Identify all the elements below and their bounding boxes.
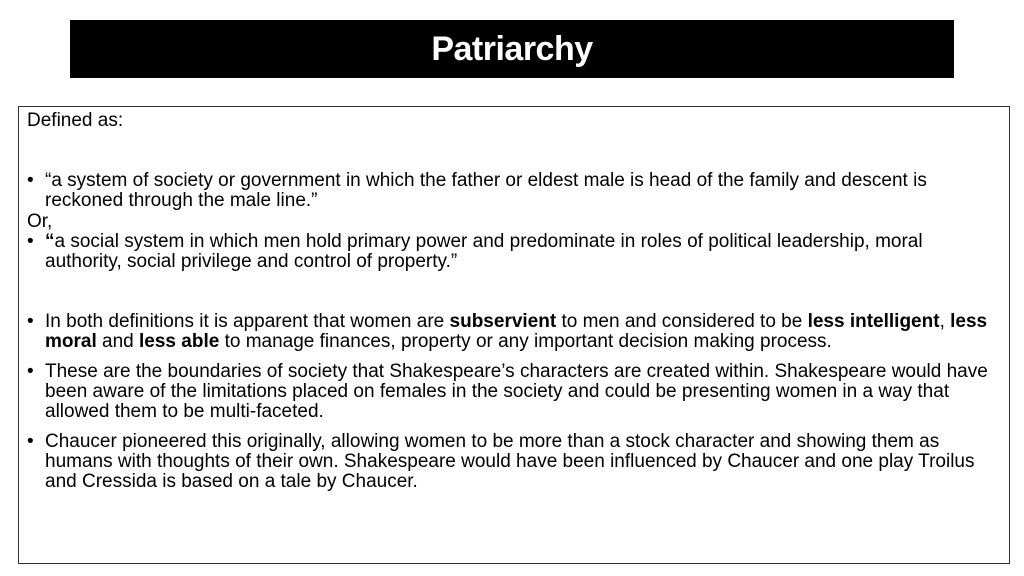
bullet-icon: • [27, 170, 34, 191]
bold-term: less moral [45, 311, 988, 352]
or-label: Or, [27, 211, 53, 232]
point-3-text: Chaucer pioneered this originally, allowing women to be more than a stock character and showing them as humans with thoughts of their own. Shakespeare would have been influenced by Chaucer and one play Troilus and Cressida is based on a tale by Chaucer. [45, 431, 975, 492]
content-box [18, 106, 1010, 564]
open-quote: “ [45, 231, 55, 252]
point-1-text: to men and considered to be [556, 311, 808, 332]
definition-2-text: a social system in which men hold primary power and predominate in roles of political leadership, moral authority, social privilege and control of property.” [45, 231, 923, 272]
point-1-text: to manage finances, property or any important decision making process. [219, 331, 832, 352]
point-1 [27, 312, 1009, 352]
bold-term: less intelligent [807, 311, 940, 332]
point-3 [27, 432, 1009, 492]
slide-title: Patriarchy [431, 29, 593, 68]
bold-term: less able [139, 331, 220, 352]
spacer [27, 272, 1009, 312]
point-1-text: , [939, 311, 951, 332]
point-2 [27, 362, 1009, 422]
bullet-icon: • [27, 431, 34, 452]
spacer [27, 131, 1009, 171]
title-bar [70, 20, 954, 78]
definition-1-text: “a system of society or government in which the father or eldest male is head of the family and descent is reckoned through the male line.” [45, 170, 927, 211]
bullet-icon: • [27, 361, 34, 382]
point-2-text: These are the boundaries of society that Shakespeare’s characters are created within. Shakespeare would have been aware of the limitations placed on females in the society and could be presenting women in a way that allowed them to be multi-faceted. [45, 361, 988, 422]
definition-1 [27, 171, 1009, 211]
intro-text: Defined as: [27, 110, 124, 131]
point-1-text: In both definitions it is apparent that women are [45, 311, 450, 332]
bold-term: subservient [449, 311, 557, 332]
bullet-icon: • [27, 231, 34, 252]
bullet-icon: • [27, 311, 34, 332]
point-1-text: and [96, 331, 140, 352]
definition-2 [27, 232, 1009, 272]
